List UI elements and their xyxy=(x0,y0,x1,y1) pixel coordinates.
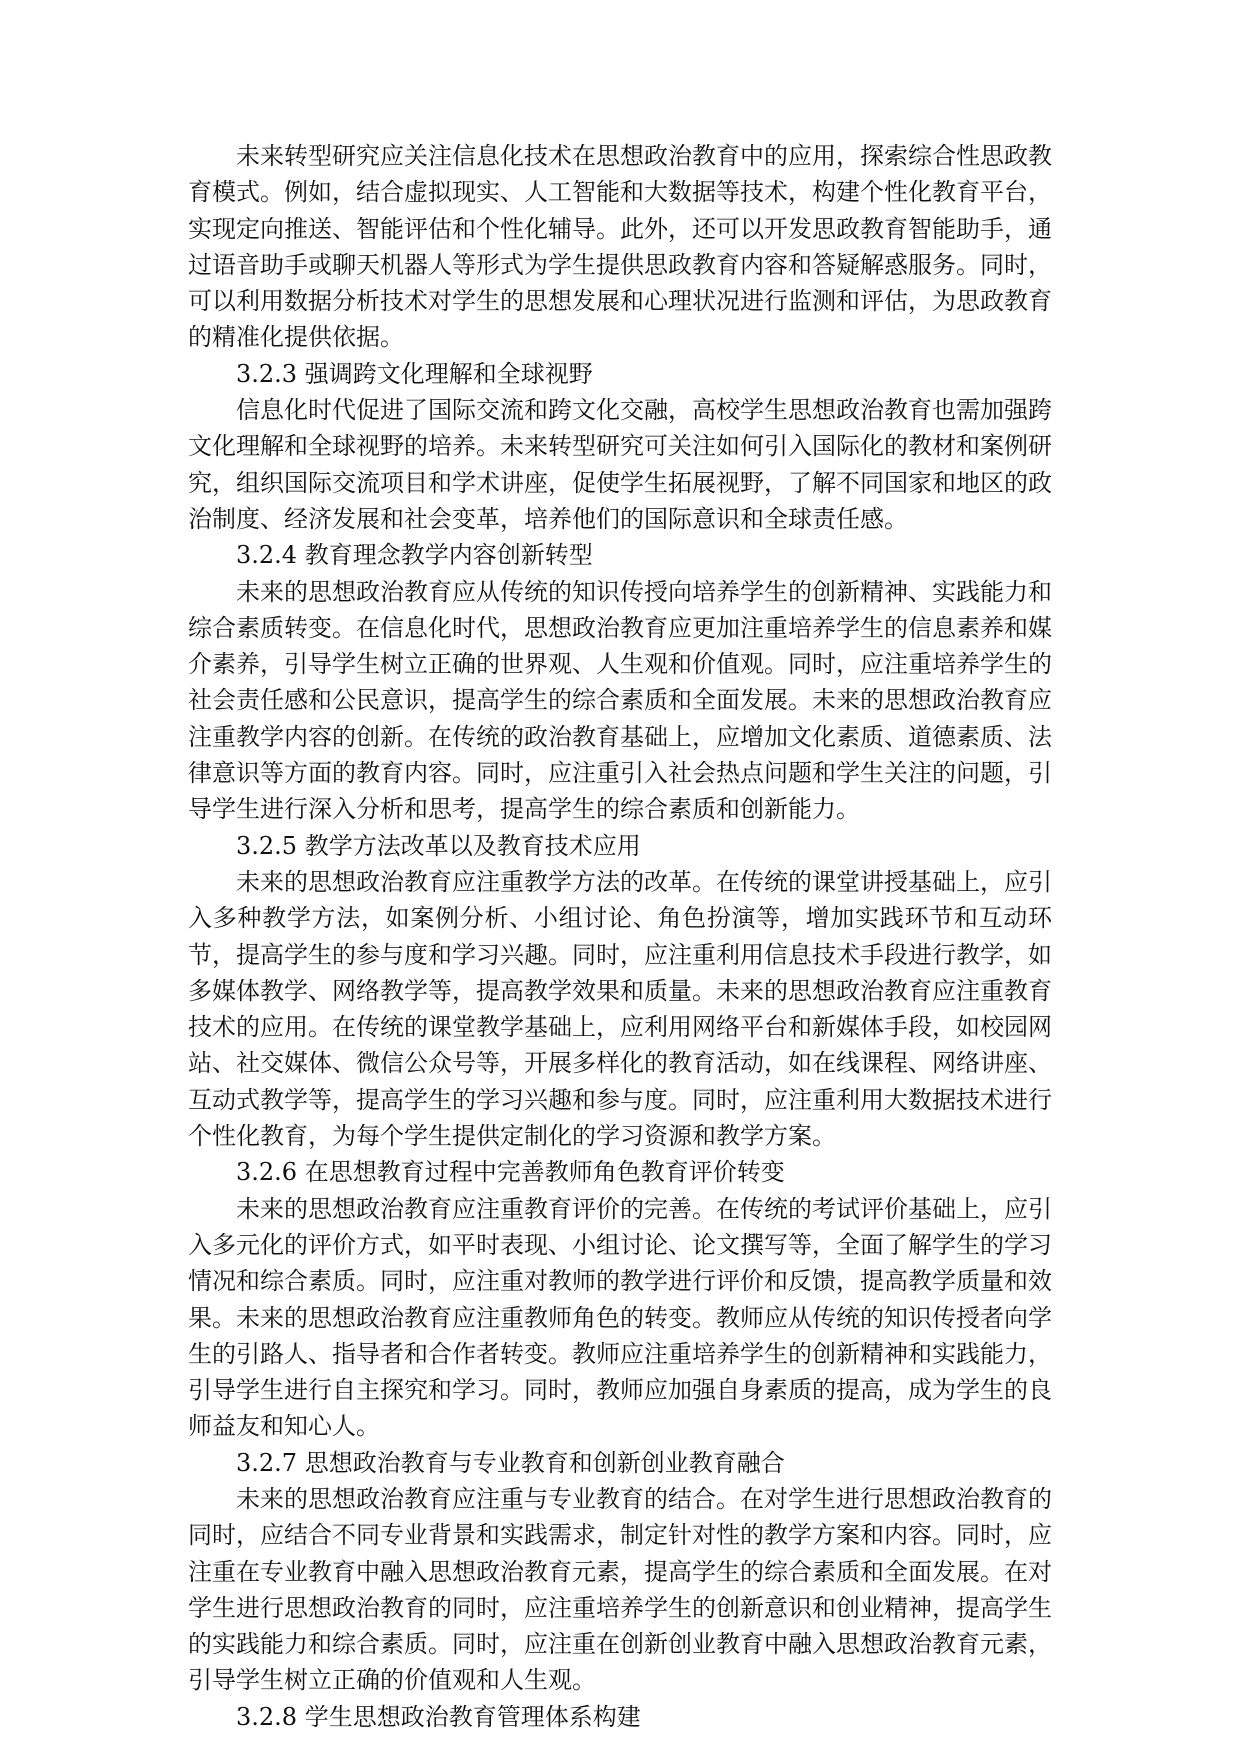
paragraph-3-2-4: 未来的思想政治教育应从传统的知识传授向培养学生的创新精神、实践能力和综合素质转变。在信息化时代，思想政治教育应更加注重培养学生的信息素养和媒介素养，引导学生树立正确的世界观、人生观和价值观。同时，应注重培养学生的社会责任感和公民意识，提高学生的综合素质和全面发展。未来的思想政治教育应注重教学内容的创新。在传统的政治教育基础上，应增加文化素质、道德素质、法律意识等方面的教育内容。同时，应注重引入社会热点问题和学生关注的问题，引导学生进行深入分析和思考，提高学生的综合素质和创新能力。 xyxy=(188,577,1052,824)
paragraph-3-2-3: 信息化时代促进了国际交流和跨文化交融，高校学生思想政治教育也需加强跨文化理解和全球视野的培养。未来转型研究可关注如何引入国际化的教材和案例研究，组织国际交流项目和学术讲座，促使学生拓展视野，了解不同国家和地区的政治制度、经济发展和社会变革，培养他们的国际意识和全球责任感。 xyxy=(188,396,1052,533)
section-heading-3-2-7: 3.2.7 思想政治教育与专业教育和创新创业教育融合 xyxy=(236,1448,785,1477)
paragraph-intro: 未来转型研究应关注信息化技术在思想政治教育中的应用，探索综合性思政教育模式。例如，结合虚拟现实、人工智能和大数据等技术，构建个性化教育平台，实现定向推送、智能评估和个性化辅导。此外，还可以开发思政教育智能助手，通过语音助手或聊天机器人等形式为学生提供思政教育内容和答疑解惑服务。同时，可以利用数据分析技术对学生的思想发展和心理状况进行监测和评估，为思政教育的精准化提供依据。 xyxy=(188,142,1052,352)
section-heading-3-2-8: 3.2.8 学生思想政治教育管理体系构建 xyxy=(236,1702,641,1731)
paragraph-3-2-6: 未来的思想政治教育应注重教育评价的完善。在传统的考试评价基础上，应引入多元化的评价方式，如平时表现、小组讨论、论文撰写等，全面了解学生的学习情况和综合素质。同时，应注重对教师的教学进行评价和反馈，提高教学质量和效果。未来的思想政治教育应注重教师角色的转变。教师应从传统的知识传授者向学生的引路人、指导者和合作者转变。教师应注重培养学生的创新精神和实践能力，引导学生进行自主探究和学习。同时，教师应加强自身素质的提高，成为学生的良师益友和知心人。 xyxy=(188,1194,1052,1441)
paragraph-3-2-5: 未来的思想政治教育应注重教学方法的改革。在传统的课堂讲授基础上，应引入多种教学方法，如案例分析、小组讨论、角色扮演等，增加实践环节和互动环节，提高学生的参与度和学习兴趣。同时，应注重利用信息技术手段进行教学，如多媒体教学、网络教学等，提高教学效果和质量。未来的思想政治教育应注重教育技术的应用。在传统的课堂教学基础上，应利用网络平台和新媒体手段，如校园网站、社交媒体、微信公众号等，开展多样化的教育活动，如在线课程、网络讲座、互动式教学等，提高学生的学习兴趣和参与度。同时，应注重利用大数据技术进行个性化教育，为每个学生提供定制化的学习资源和教学方案。 xyxy=(188,867,1052,1151)
section-heading-3-2-4: 3.2.4 教育理念教学内容创新转型 xyxy=(236,541,593,570)
section-heading-3-2-5: 3.2.5 教学方法改革以及教育技术应用 xyxy=(236,831,641,860)
section-heading-3-2-3: 3.2.3 强调跨文化理解和全球视野 xyxy=(236,359,593,388)
paragraph-3-2-7: 未来的思想政治教育应注重与专业教育的结合。在对学生进行思想政治教育的同时，应结合不同专业背景和实践需求，制定针对性的教学方案和内容。同时，应注重在专业教育中融入思想政治教育元素，提高学生的综合素质和全面发展。在对学生进行思想政治教育的同时，应注重培养学生的创新意识和创业精神，提高学生的实践能力和综合素质。同时，应注重在创新创业教育中融入思想政治教育元素，引导学生树立正确的价值观和人生观。 xyxy=(188,1484,1052,1695)
document-body xyxy=(188,138,1052,1735)
section-heading-3-2-6: 3.2.6 在思想教育过程中完善教师角色教育评价转变 xyxy=(236,1158,785,1187)
